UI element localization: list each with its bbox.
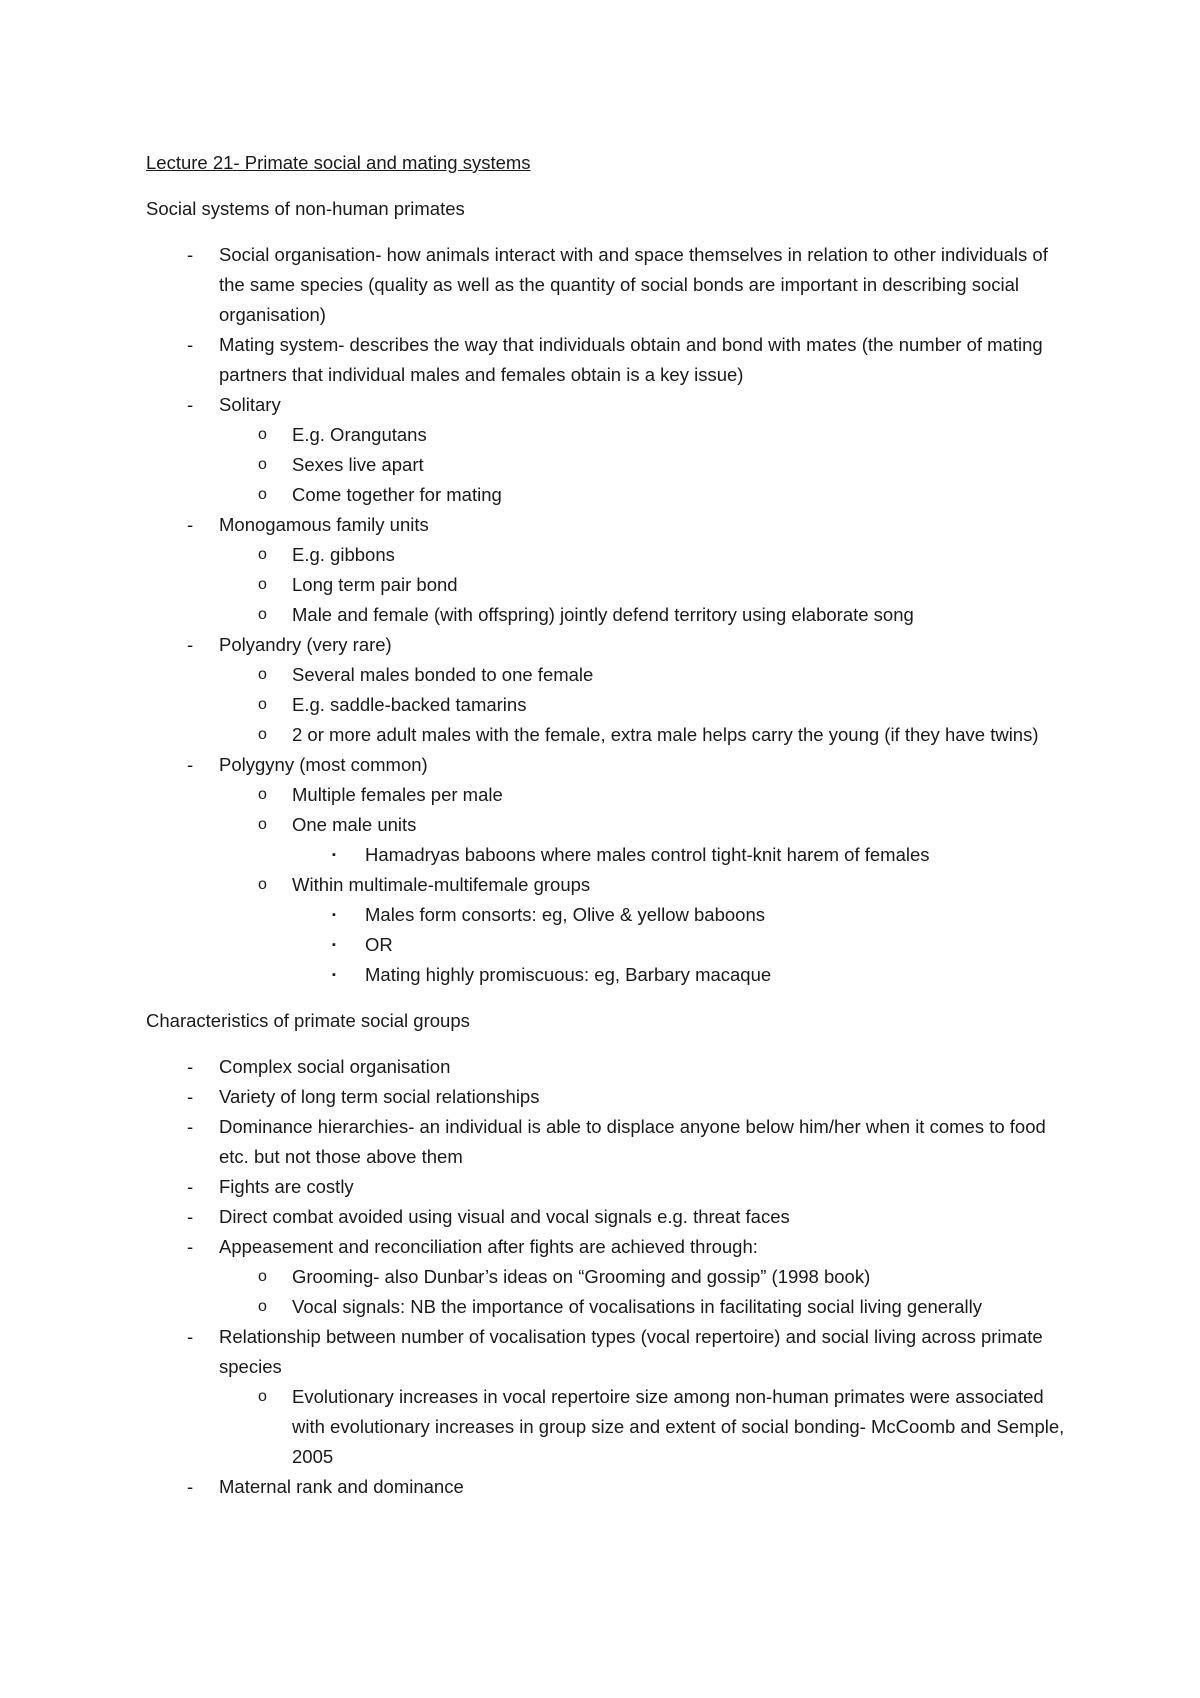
sub-list-item: o One male units ▪ Hamadryas baboons where males control tight-knit harem of females [292, 810, 1076, 870]
list-item: - Relationship between number of vocalisation types (vocal repertoire) and social living across primate species o Evolutionary increases in vocal repertoire size among non-human primates were associated with evolutionary increases in group size and extent of social bonding- McCoomb and Semple, 2005 [146, 1322, 1076, 1472]
sub-sub-list-item: ▪ OR [365, 930, 1076, 960]
sub-sub-list-item: ▪ Hamadryas baboons where males control tight-knit harem of females [365, 840, 1076, 870]
section-heading-characteristics: Characteristics of primate social groups [146, 1010, 470, 1031]
sub-list-item: o Several males bonded to one female [292, 660, 1076, 690]
sub-list [219, 1262, 1076, 1322]
dash-bullet: - [187, 394, 194, 415]
section1-list [146, 240, 1076, 990]
sub-sub-list-item: ▪ Males form consorts: eg, Olive & yellow baboons [365, 900, 1076, 930]
list-item [146, 390, 1076, 510]
circle-bullet: o [258, 1388, 267, 1405]
square-bullet: ▪ [332, 849, 336, 861]
list-item: - Appeasement and reconciliation after fights are achieved through: o Grooming- also Dunbar’s ideas on “Grooming and gossip” (1998 book) o Vocal signals: NB the importance of vocalisations in facilitating social living generally [146, 1232, 1076, 1322]
list-item-text: Social organisation- how animals interact with and space themselves in relation to other individuals of the same species (quality as well as the quantity of social bonds are important in describing social organisation) [219, 244, 1048, 325]
sub-list-item: o E.g. gibbons [292, 540, 1076, 570]
circle-bullet: o [258, 1298, 267, 1315]
list-item-text: Polygyny (most common) [219, 754, 428, 775]
sub-list-item: o Evolutionary increases in vocal repertoire size among non-human primates were associated with evolutionary increases in group size and extent of social bonding- McCoomb and Semple, 2005 [292, 1382, 1076, 1472]
section2-list [146, 1052, 1076, 1502]
list-item [146, 510, 1076, 630]
list-item: - Maternal rank and dominance [146, 1472, 1076, 1502]
list-item: - Fights are costly [146, 1172, 1076, 1202]
sub-list [219, 780, 1076, 990]
list-item: - Dominance hierarchies- an individual is able to displace anyone below him/her when it comes to food etc. but not those above them [146, 1112, 1076, 1172]
document-body [146, 148, 1076, 1502]
circle-bullet: o [258, 486, 267, 503]
list-item [146, 330, 1076, 390]
dash-bullet: - [187, 334, 194, 355]
dash-bullet: - [187, 754, 194, 775]
sub-list-item: o Vocal signals: NB the importance of vocalisations in facilitating social living generally [292, 1292, 1076, 1322]
circle-bullet: o [258, 696, 267, 713]
list-item: - Complex social organisation [146, 1052, 1076, 1082]
circle-bullet: o [258, 576, 267, 593]
sub-list-item: o Multiple females per male [292, 780, 1076, 810]
circle-bullet: o [258, 786, 267, 803]
circle-bullet: o [258, 1268, 267, 1285]
circle-bullet: o [258, 726, 267, 743]
sub-list-item: o Come together for mating [292, 480, 1076, 510]
list-item-text: Mating system- describes the way that individuals obtain and bond with mates (the number of mating partners that individual males and females obtain is a key issue) [219, 334, 1043, 385]
circle-bullet: o [258, 546, 267, 563]
list-item-text: Monogamous family units [219, 514, 429, 535]
list-item: - Direct combat avoided using visual and vocal signals e.g. threat faces [146, 1202, 1076, 1232]
sub-list [219, 1382, 1076, 1472]
list-item: - Variety of long term social relationships [146, 1082, 1076, 1112]
sub-list-item: o E.g. saddle-backed tamarins [292, 690, 1076, 720]
dash-bullet: - [187, 1176, 194, 1197]
sub-list-item: o Long term pair bond [292, 570, 1076, 600]
list-item [146, 240, 1076, 330]
dash-bullet: - [187, 1236, 194, 1257]
dash-bullet: - [187, 1086, 194, 1107]
dash-bullet: - [187, 1476, 194, 1497]
dash-bullet: - [187, 1056, 194, 1077]
document-title: Lecture 21- Primate social and mating systems [146, 152, 531, 173]
sub-list-item: o E.g. Orangutans [292, 420, 1076, 450]
list-item-text: Solitary [219, 394, 281, 415]
dash-bullet: - [187, 514, 194, 535]
list-item [146, 630, 1076, 750]
sub-list-item: o Sexes live apart [292, 450, 1076, 480]
circle-bullet: o [258, 876, 267, 893]
square-bullet: ▪ [332, 969, 336, 981]
sub-sub-list-item: ▪ Mating highly promiscuous: eg, Barbary macaque [365, 960, 1076, 990]
sub-list-item: o Within multimale-multifemale groups ▪ Males form consorts: eg, Olive & yellow baboons ▪ OR ▪ Mating highly promiscuous: eg, Barbary macaque [292, 870, 1076, 990]
sub-list-item: o 2 or more adult males with the female, extra male helps carry the young (if they have twins) [292, 720, 1076, 750]
list-item [146, 750, 1076, 990]
section-heading-social-systems: Social systems of non-human primates [146, 198, 465, 219]
circle-bullet: o [258, 666, 267, 683]
dash-bullet: - [187, 1116, 194, 1137]
sub-list [219, 420, 1076, 510]
dash-bullet: - [187, 1326, 194, 1347]
square-bullet: ▪ [332, 939, 336, 951]
sub-list [219, 660, 1076, 750]
list-item-text: Polyandry (very rare) [219, 634, 392, 655]
square-bullet: ▪ [332, 909, 336, 921]
circle-bullet: o [258, 426, 267, 443]
dash-bullet: - [187, 244, 194, 265]
dash-bullet: - [187, 634, 194, 655]
circle-bullet: o [258, 456, 267, 473]
circle-bullet: o [258, 816, 267, 833]
dash-bullet: - [187, 1206, 194, 1227]
sub-list-item: o Male and female (with offspring) jointly defend territory using elaborate song [292, 600, 1076, 630]
sub-list [219, 540, 1076, 630]
sub-sub-list [292, 900, 1076, 990]
sub-list-item: o Grooming- also Dunbar’s ideas on “Grooming and gossip” (1998 book) [292, 1262, 1076, 1292]
circle-bullet: o [258, 606, 267, 623]
sub-sub-list [292, 840, 1076, 870]
